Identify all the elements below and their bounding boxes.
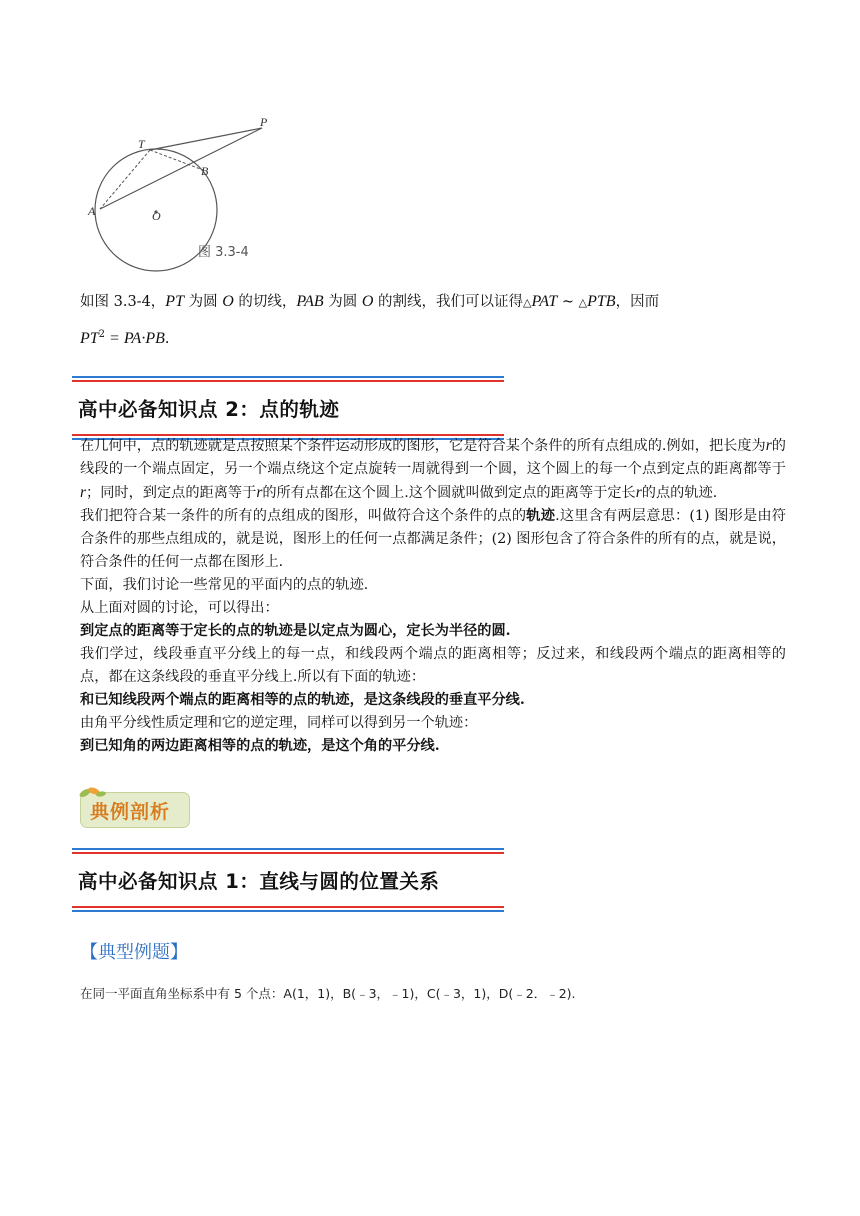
paragraph: 下面，我们讨论一些常见的平面内的点的轨迹. xyxy=(80,577,369,593)
heading-bottom-rule xyxy=(72,906,504,912)
label-b: B xyxy=(201,164,209,178)
math-pat: PAT xyxy=(531,293,558,310)
math-o: O xyxy=(361,293,374,310)
similar-symbol: ~ xyxy=(557,294,579,310)
example-analysis-badge xyxy=(80,792,190,828)
paragraph: 在几何中，点的轨迹就是点按照某个条件运动形成的图形，它是符合某个条件的所有点组成的.例如，把长度为r的线段的一个端点固定，另一个端点绕这个定点旋转一周就得到一个圆，这个圆上的每一个点到定点的距离都等于r；同时，到定点的距离等于r的所有点都在这个圆上.这个圆就叫做到定点的距离等于定长r的点的轨迹. xyxy=(80,437,786,501)
math-r: r xyxy=(80,484,87,501)
paragraph: 我们把符合某一条件的所有的点组成的图形，叫做符合这个条件的点的轨迹.这里含有两层意思：(1) 图形是由符合条件的那些点组成的，就是说，图形上的任何一点都满足条件；(2) 图形包含了符合条件的所有的点，就是说，符合条件的任何一点都在图形上. xyxy=(80,508,786,570)
badge-label: 典例剖析 xyxy=(90,801,171,823)
figure-caption: 图 3.3-4 xyxy=(198,245,249,260)
math-r: r xyxy=(635,484,642,501)
tangent-line-pt xyxy=(150,128,262,150)
intro-text: 为圆 xyxy=(323,294,362,310)
section-heading-2 xyxy=(72,376,504,440)
section-title: 高中必备知识点 1：直线与圆的位置关系 xyxy=(78,870,440,893)
theorem-bold: 到定点的距离等于定长的点的轨迹是以定点为圆心，定长为半径的圆. xyxy=(80,623,511,639)
formula-end: . xyxy=(164,330,170,347)
intro-text: 的切线， xyxy=(233,294,297,310)
intro-text: 的割线，我们可以证得 xyxy=(373,294,524,310)
secant-line-pab xyxy=(100,128,262,209)
label-a: A xyxy=(88,204,96,218)
math-o: O xyxy=(222,293,234,310)
math-pt: PT xyxy=(165,293,184,310)
paragraph: 由角平分线性质定理和它的逆定理，同样可以得到另一个轨迹： xyxy=(80,715,478,731)
theorem-bold: 和已知线段两个端点的距离相等的点的轨迹，是这条线段的垂直平分线. xyxy=(80,692,525,708)
dashed-line-ta xyxy=(100,150,150,209)
intro-text: 为圆 xyxy=(183,294,223,310)
triangle-symbol: △ xyxy=(523,296,532,309)
label-t: T xyxy=(138,137,145,151)
formula-exponent: 2 xyxy=(98,329,106,340)
formula-left: PT xyxy=(80,329,99,347)
intro-paragraph xyxy=(80,286,780,355)
body-text xyxy=(80,434,786,758)
geometry-figure xyxy=(80,112,290,274)
label-o: O xyxy=(152,209,161,223)
section-title: 高中必备知识点 2：点的轨迹 xyxy=(78,398,340,421)
section-heading-1 xyxy=(72,848,504,912)
paragraph: 我们学过，线段垂直平分线上的每一点，和线段两个端点的距离相等；反过来，和线段两个端点的距离相等的点，都在这条线段的垂直平分线上.所以有下面的轨迹： xyxy=(80,646,786,685)
math-ptb: PTB xyxy=(587,293,616,310)
math-r: r xyxy=(765,437,772,454)
intro-text: 如图 3.3-4， xyxy=(80,294,166,310)
paragraph: 从上面对圆的讨论，可以得出： xyxy=(80,600,279,616)
label-p: P xyxy=(260,115,268,129)
theorem-bold: 到已知角的两边距离相等的点的轨迹，是这个角的平分线. xyxy=(80,738,440,754)
example-title: 【典型例题】 xyxy=(80,942,188,963)
math-pab: PAB xyxy=(296,293,324,310)
triangle-symbol: △ xyxy=(578,296,588,309)
example-text: 在同一平面直角坐标系中有 5 个点：A(1，1)，B(﹣3，﹣1)，C(﹣3，1)，D(﹣2．﹣2). xyxy=(80,986,576,1001)
formula-right: = PA·PB xyxy=(105,329,165,347)
intro-text: ，因而 xyxy=(615,294,660,310)
math-r: r xyxy=(256,484,263,501)
circle-tangent-secant-diagram xyxy=(80,112,290,274)
term-bold: 轨迹 xyxy=(526,508,556,524)
